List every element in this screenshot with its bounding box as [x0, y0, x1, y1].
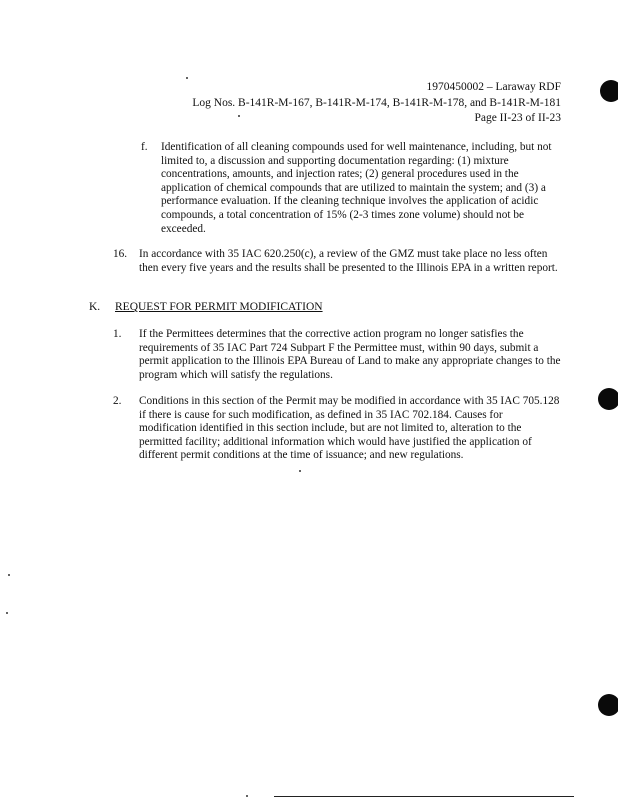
log-numbers-header: Log Nos. B-141R-M-167, B-141R-M-174, B-141R-M-178, and B-141R-M-181: [192, 97, 561, 109]
scan-speck: [8, 574, 10, 576]
scan-speck: [299, 470, 301, 472]
binder-hole-mark: [598, 388, 618, 410]
item-f-text: Identification of all cleaning compounds used for well maintenance, including, but not limited to, a discussion and supporting documentation regarding: (1) mixture concentrations, amounts, and injection rates; (2) general procedures used in the application of chemical compounds that are utilized to maintain the system; and (3) a performance evaluation. If the cleaning technique involves the application of acidic compounds, a total concentration of 15% (2-3 times zone volume) should not be exceeded.: [161, 141, 552, 235]
item-16-text: In accordance with 35 IAC 620.250(c), a review of the GMZ must take place no less often then every five years and the results shall be presented to the Illinois EPA in a written report.: [139, 248, 558, 274]
document-id-header: 1970450002 – Laraway RDF: [426, 81, 561, 93]
page-number-header: Page II-23 of II-23: [474, 112, 561, 124]
list-marker-16: 16.: [113, 248, 128, 260]
scan-speck: [246, 795, 248, 797]
scan-speck: [238, 115, 240, 117]
section-k-letter: K.: [89, 301, 101, 313]
scan-speck: [6, 612, 8, 614]
list-marker-2: 2.: [113, 395, 122, 407]
section-k-title: REQUEST FOR PERMIT MODIFICATION: [115, 301, 323, 313]
binder-hole-mark: [600, 80, 618, 102]
item-1-text: If the Permittees determines that the corrective action program no longer satisfies the requirements of 35 IAC Part 724 Subpart F the Permittee must, within 90 days, submit a permit application to the Illinois EPA Bureau of Land to make any appropriate changes to the program which will satisfy the regulations.: [139, 328, 561, 381]
list-marker-f: f.: [141, 141, 148, 153]
binder-hole-mark: [598, 694, 618, 716]
bottom-rule-line: [274, 796, 574, 797]
item-2-text: Conditions in this section of the Permit may be modified in accordance with 35 IAC 705.128 if there is cause for such modification, as defined in 35 IAC 702.184. Causes for modification identified in this section include, but are not limited to, alteration to the permitted facility; additional information which would have justified the application of different permit conditions at the time of issuance; and new regulations.: [139, 395, 560, 462]
scan-speck: [186, 77, 188, 79]
list-marker-1: 1.: [113, 328, 122, 340]
